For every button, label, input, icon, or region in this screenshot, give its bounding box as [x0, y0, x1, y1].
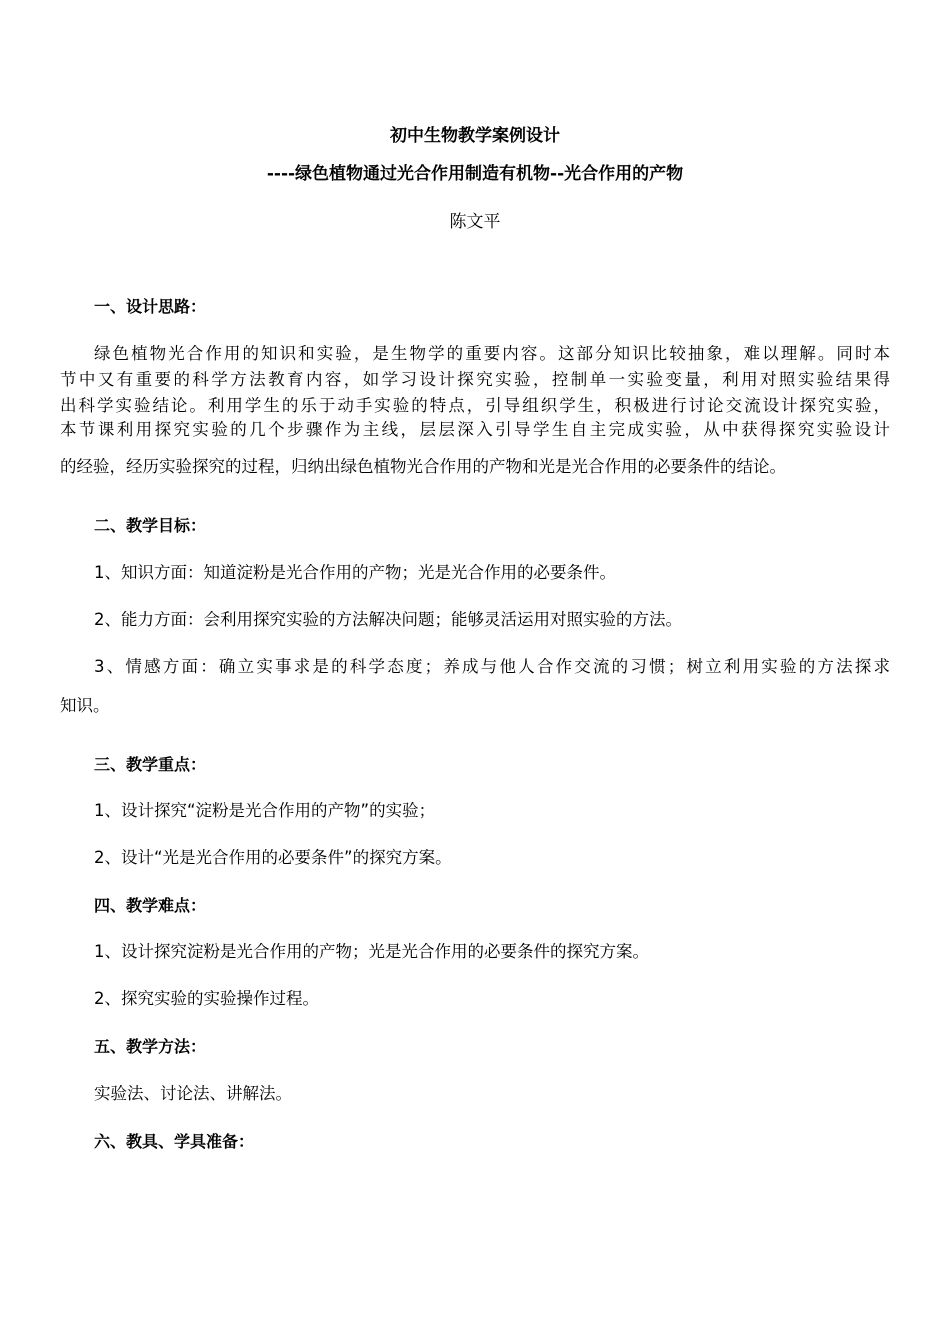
paragraph-line: 绿色植物光合作用的知识和实验，是生物学的重要内容。这部分知识比较抽象，难以理解。同时本 — [94, 344, 890, 363]
section-heading-difficulties: 四、教学难点： — [94, 896, 207, 915]
list-item: 1、设计探究“淀粉是光合作用的产物”的实验； — [94, 801, 436, 820]
paragraph-line: 的经验，经历实验探究的过程，归纳出绿色植物光合作用的产物和光是光合作用的必要条件的结论。 — [60, 457, 786, 476]
section-heading-materials: 六、教具、学具准备： — [94, 1132, 255, 1151]
document-author: 陈文平 — [449, 212, 501, 232]
section-heading-key-points: 三、教学重点： — [94, 755, 207, 774]
list-item: 2、设计“光是光合作用的必要条件”的探究方案。 — [94, 848, 452, 867]
list-item-continuation: 知识。 — [60, 696, 110, 715]
paragraph-line: 本节课利用探究实验的几个步骤作为主线，层层深入引导学生自主完成实验，从中获得探究实验设计 — [60, 420, 890, 439]
list-item: 3、情感方面：确立实事求是的科学态度；养成与他人合作交流的习惯；树立利用实验的方法探求 — [94, 657, 890, 676]
section-heading-design-idea: 一、设计思路： — [94, 297, 207, 316]
list-item: 实验法、讨论法、讲解法。 — [94, 1084, 292, 1103]
paragraph-line: 节中又有重要的科学方法教育内容，如学习设计探究实验，控制单一实验变量，利用对照实验结果得 — [60, 370, 890, 389]
section-heading-teaching-goals: 二、教学目标： — [94, 516, 207, 535]
section-heading-methods: 五、教学方法： — [94, 1037, 207, 1056]
document-subtitle: ----绿色植物通过光合作用制造有机物--光合作用的产物 — [266, 164, 684, 184]
paragraph-line: 出科学实验结论。利用学生的乐于动手实验的特点，引导组织学生，积极进行讨论交流设计探究实验， — [60, 396, 890, 415]
document-title: 初中生物教学案例设计 — [390, 126, 560, 146]
list-item: 2、探究实验的实验操作过程。 — [94, 989, 319, 1008]
list-item: 1、设计探究淀粉是光合作用的产物；光是光合作用的必要条件的探究方案。 — [94, 942, 649, 961]
list-item: 1、知识方面：知道淀粉是光合作用的产物；光是光合作用的必要条件。 — [94, 563, 616, 582]
list-item: 2、能力方面：会利用探究实验的方法解决问题；能够灵活运用对照实验的方法。 — [94, 610, 682, 629]
